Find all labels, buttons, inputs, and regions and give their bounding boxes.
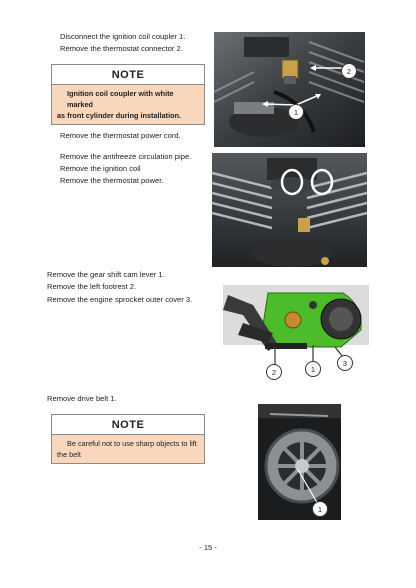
- step-text: Remove the left footrest 2.: [47, 282, 137, 291]
- step-text: Remove the ignition coil: [60, 164, 141, 173]
- note-box: [51, 64, 205, 125]
- drive-belt-photo: [258, 404, 341, 520]
- note-body: [52, 85, 204, 124]
- page-number: - 15 -: [199, 543, 217, 552]
- note-text: the belt: [57, 450, 81, 459]
- note-title: NOTE: [52, 415, 204, 435]
- note-box: [51, 414, 205, 464]
- note-title: NOTE: [52, 65, 204, 85]
- callout-3: 3: [337, 355, 353, 371]
- callout-1: 1: [305, 361, 321, 377]
- step-text: Disconnect the ignition coil coupler 1.: [60, 32, 186, 41]
- engine-photo-cylinders: [212, 153, 367, 267]
- note-text: Be careful not to use sharp objects to lift: [67, 439, 197, 448]
- step-text: Remove the thermostat power cord.: [60, 131, 181, 140]
- engine-cover-diagram: [223, 285, 369, 383]
- note-body: [52, 435, 204, 463]
- engine-photo-ignition-coil: [214, 32, 365, 147]
- callout-1: 1: [288, 104, 304, 120]
- callout-1: 1: [312, 501, 328, 517]
- step-text: Remove the engine sprocket outer cover 3.: [47, 295, 193, 304]
- step-text: Remove the thermostat power.: [60, 176, 164, 185]
- note-text: Ignition coil coupler with white marked: [67, 89, 174, 109]
- step-text: Remove drive belt 1.: [47, 394, 117, 403]
- note-text: as front cylinder during installation.: [57, 111, 182, 120]
- step-text: Remove the thermostat connector 2.: [60, 44, 183, 53]
- callout-2: 2: [341, 63, 357, 79]
- callout-2: 2: [266, 364, 282, 380]
- step-text: Remove the gear shift cam lever 1.: [47, 270, 165, 279]
- step-text: Remove the antifreeze circulation pipe.: [60, 152, 192, 161]
